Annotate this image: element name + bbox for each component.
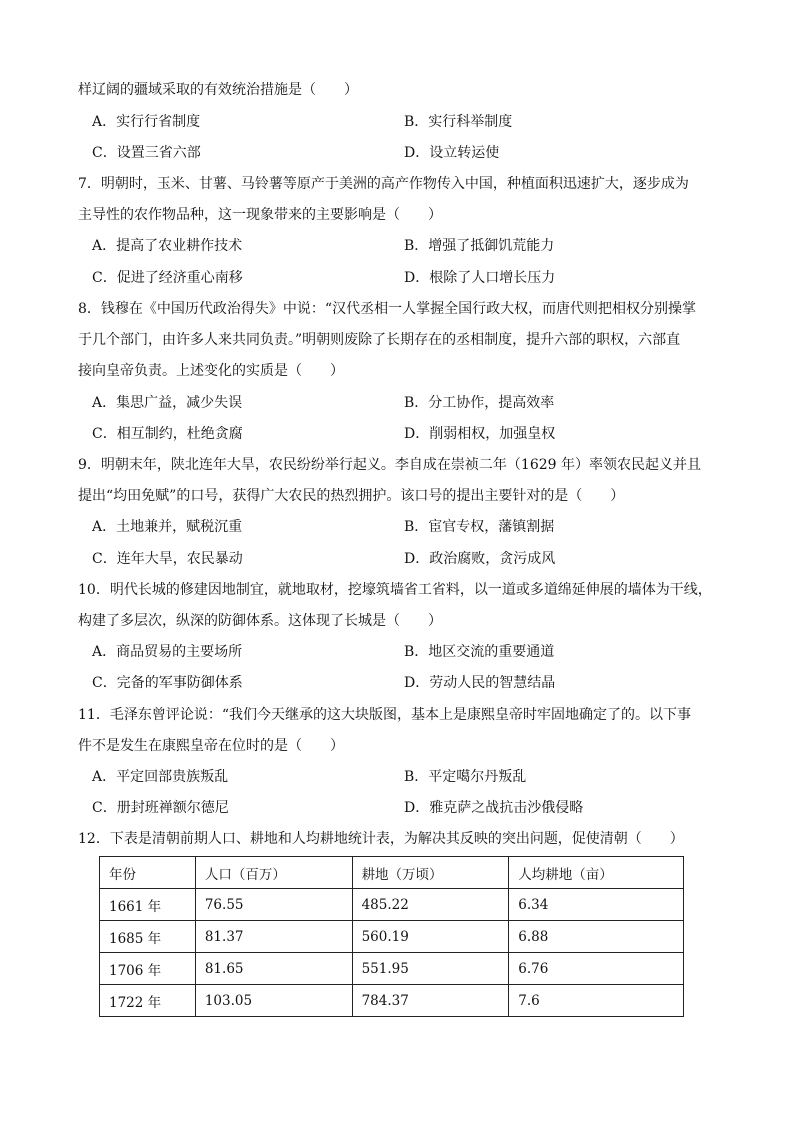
table-cell: 81.37 [195,921,352,953]
q7-option-b: B．增强了抵御饥荒能力 [404,238,555,254]
table-header-cell: 人均耕地（亩） [509,857,684,889]
q6-option-d: D．设立转运使 [404,145,500,161]
q9-stem-line-1: 9．明朝末年，陕北连年大旱，农民纷纷举行起义。李自成在崇祯二年（1629 年）率领农民起义并且 [78,457,701,473]
q9-stem-line-2: 提出“均田免赋”的口号，获得广大农民的热烈拥护。该口号的提出主要针对的是（ ） [78,488,625,504]
q8-stem-line-2: 于几个部门，由许多人来共同负责。”明朝则废除了长期存在的丞相制度，提升六部的职权，六部直 [78,332,681,348]
table-row [100,953,684,985]
table-cell: 81.65 [195,953,352,985]
q9-option-c: C．连年大旱，农民暴动 [92,551,243,567]
q8-option-b: B．分工协作，提高效率 [404,395,555,411]
table-cell: 1722 年 [100,985,196,1017]
q9-option-a: A．土地兼并，赋税沉重 [92,519,243,535]
table-cell: 103.05 [195,985,352,1017]
table-cell: 6.76 [509,953,684,985]
q11-option-c: C．册封班禅额尔德尼 [92,800,229,816]
q6-option-c: C．设置三省六部 [92,145,201,161]
table-header-cell: 耕地（万顷） [352,857,509,889]
q11-option-a: A．平定回部贵族叛乱 [92,769,229,785]
q8-option-a: A．集思广益，减少失误 [92,395,243,411]
q7-option-c: C．促进了经济重心南移 [92,270,243,286]
q7-option-a: A．提高了农业耕作技术 [92,238,243,254]
q7-stem-line-1: 7．明朝时，玉米、甘薯、马铃薯等原产于美洲的高产作物传入中国，种植面积迅速扩大，逐步成为 [78,176,689,192]
q6-stem-tail: 样辽阔的疆域采取的有效统治措施是（ ） [78,82,358,98]
q9-option-b: B．宦官专权，藩镇割据 [404,519,555,535]
table-cell: 485.22 [352,889,509,921]
table-cell: 6.34 [509,889,684,921]
q6-option-b: B．实行科举制度 [404,114,513,130]
q11-stem-line-1: 11．毛泽东曾评论说：“我们今天继承的这大块版图，基本上是康熙皇帝时牢固地确定了的。以下事 [78,707,691,723]
table-cell: 1685 年 [100,921,196,953]
table-header-cell: 年份 [100,857,196,889]
q10-option-a: A．商品贸易的主要场所 [92,644,243,660]
q10-option-c: C．完备的军事防御体系 [92,675,243,691]
q7-stem-line-2: 主导性的农作物品种，这一现象带来的主要影响是（ ） [78,207,442,223]
table-header-cell: 人口（百万） [195,857,352,889]
q12-stem-line-1: 12．下表是清朝前期人口、耕地和人均耕地统计表，为解决其反映的突出问题，促使清朝（ ） [78,831,684,847]
q10-stem-line-2: 构建了多层次，纵深的防御体系。这体现了长城是（ ） [78,613,442,629]
q10-option-d: D．劳动人民的智慧结晶 [404,675,556,691]
table-cell: 560.19 [352,921,509,953]
table-cell: 784.37 [352,985,509,1017]
table-cell: 6.88 [509,921,684,953]
table-cell: 1661 年 [100,889,196,921]
q6-option-a: A．实行行省制度 [92,114,201,130]
q10-stem-line-1: 10．明代长城的修建因地制宜，就地取材，挖壕筑墙省工省料，以一道或多道绵延伸展的墙体为干线， [78,582,712,598]
q8-stem-line-3: 接向皇帝负责。上述变化的实质是（ ） [78,363,344,379]
q11-stem-line-2: 件不是发生在康熙皇帝在位时的是（ ） [78,738,344,754]
q10-option-b: B．地区交流的重要通道 [404,644,555,660]
q8-stem-line-1: 8．钱穆在《中国历代政治得失》中说：“汉代丞相一人掌握全国行政大权，而唐代则把相权分别操掌 [78,301,697,317]
table-cell: 76.55 [195,889,352,921]
table-cell: 1706 年 [100,953,196,985]
q11-option-d: D．雅克萨之战抗击沙俄侵略 [404,800,584,816]
table-row [100,889,684,921]
population-farmland-table [99,856,684,1017]
q8-option-d: D．削弱相权，加强皇权 [404,426,556,442]
table-row [100,985,684,1017]
table-cell: 551.95 [352,953,509,985]
table-row [100,921,684,953]
table-header-row [100,857,684,889]
q7-option-d: D．根除了人口增长压力 [404,270,556,286]
q11-option-b: B．平定噶尔丹叛乱 [404,769,527,785]
q8-option-c: C．相互制约，杜绝贪腐 [92,426,243,442]
table-cell: 7.6 [509,985,684,1017]
q9-option-d: D．政治腐败，贪污成风 [404,551,556,567]
